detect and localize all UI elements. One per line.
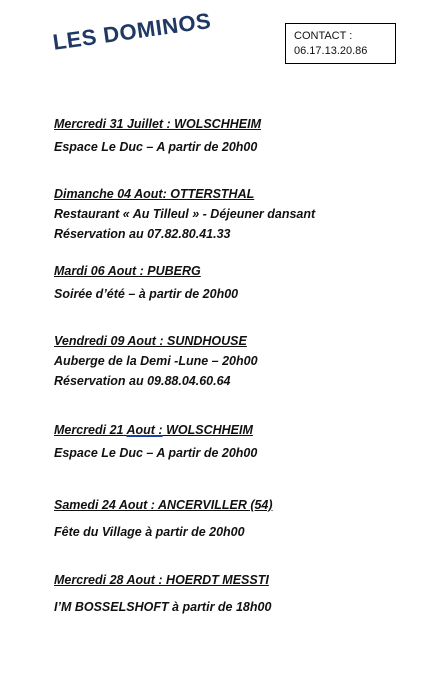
event-wolschheim-31	[54, 114, 414, 157]
event-detail: Restaurant « Au Tilleul » - Déjeuner dansant	[54, 207, 316, 221]
contact-phone: 06.17.13.20.86	[294, 45, 368, 57]
page-title: LES DOMINOS	[51, 7, 213, 55]
contact-box	[285, 23, 396, 64]
event-detail: Auberge de la Demi -Lune – 20h00	[54, 354, 258, 368]
event-detail: Espace Le Duc – A partir de 20h00	[54, 140, 258, 154]
contact-label: CONTACT :	[294, 30, 353, 42]
event-heading-part: WOLSCHHEIM	[162, 423, 253, 437]
event-sundhouse	[54, 331, 414, 391]
event-ancerviller	[54, 495, 414, 542]
event-heading: Mardi 06 Aout : PUBERG	[54, 264, 201, 278]
event-heading-part: Mercredi 21	[54, 423, 127, 437]
event-heading: Dimanche 04 Aout: OTTERSTHAL	[54, 187, 255, 201]
event-wolschheim-21	[54, 420, 414, 463]
event-detail: Réservation au 07.82.80.41.33	[54, 227, 231, 241]
event-heading: Mercredi 28 Aout : HOERDT MESSTI	[54, 573, 269, 587]
event-ottersthal	[54, 184, 414, 244]
event-detail: Fête du Village à partir de 20h00	[54, 525, 245, 539]
event-detail: Réservation au 09.88.04.60.64	[54, 374, 231, 388]
event-detail: Soirée d’été – à partir de 20h00	[54, 287, 239, 301]
event-heading: Vendredi 09 Aout : SUNDHOUSE	[54, 334, 247, 348]
event-hoerdt	[54, 570, 414, 617]
event-detail: I’M BOSSELSHOFT à partir de 18h00	[54, 600, 272, 614]
event-heading: Samedi 24 Aout : ANCERVILLER (54)	[54, 498, 273, 512]
event-heading-part-flagged: Aout :	[126, 423, 163, 437]
event-heading	[54, 420, 414, 440]
event-detail: Espace Le Duc – A partir de 20h00	[54, 446, 258, 460]
event-heading: Mercredi 31 Juillet : WOLSCHHEIM	[54, 117, 261, 131]
event-puberg	[54, 261, 414, 304]
